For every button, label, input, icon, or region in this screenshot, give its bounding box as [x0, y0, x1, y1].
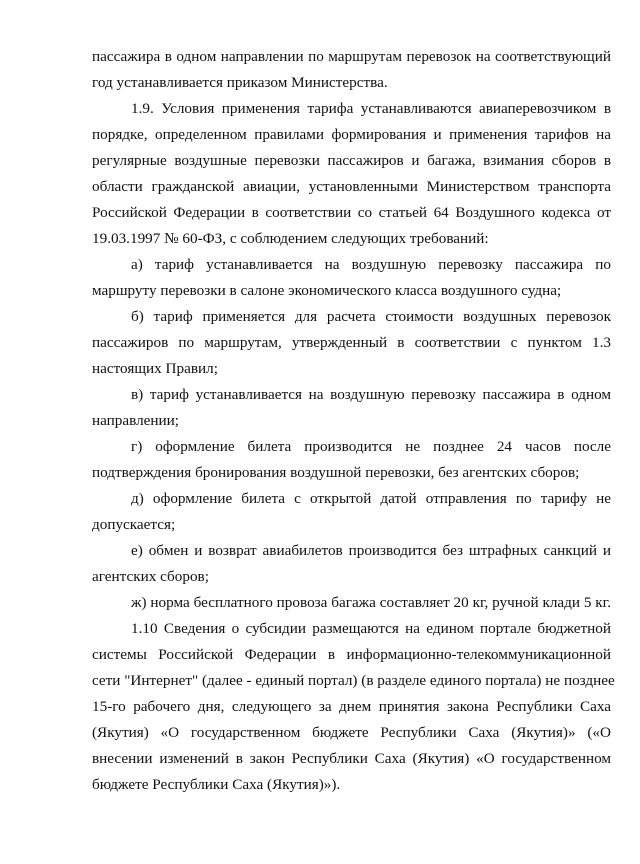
- text-line: допускается;: [92, 516, 176, 533]
- text-line: направлении;: [92, 412, 180, 429]
- text-line: б) тариф применяется для расчета стоимости воздушных перевозок: [131, 308, 611, 325]
- text-line: в) тариф устанавливается на воздушную перевозку пассажира в одном: [131, 386, 611, 403]
- text-line: внесении изменений в закон Республики Саха (Якутия) «О государственном: [92, 750, 611, 767]
- paragraph-1-10: [92, 616, 615, 798]
- list-item-e: [92, 538, 611, 590]
- list-item-zh: [92, 590, 611, 616]
- text-line: е) обмен и возврат авиабилетов производится без штрафных санкций и: [131, 542, 611, 559]
- text-line: 19.03.1997 № 60-ФЗ, с соблюдением следующих требований:: [92, 230, 489, 247]
- list-item-b: [92, 304, 611, 382]
- text-line: агентских сборов;: [92, 568, 209, 585]
- list-item-a: [92, 252, 611, 304]
- text-line: сети "Интернет" (далее - единый портал) (в разделе единого портала) не позднее: [92, 672, 615, 689]
- text-line: ж) норма бесплатного провоза багажа составляет 20 кг, ручной клади 5 кг.: [131, 594, 611, 611]
- paragraph-continuation: [92, 44, 611, 96]
- text-line: пассажира в одном направлении по маршрутам перевозок на соответствующий: [92, 48, 611, 65]
- list-item-v: [92, 382, 611, 434]
- text-line: 1.10 Сведения о субсидии размещаются на едином портале бюджетной: [131, 620, 611, 637]
- text-line: Российской Федерации в соответствии со статьей 64 Воздушного кодекса от: [92, 204, 611, 221]
- list-item-d: [92, 486, 611, 538]
- text-line: 1.9. Условия применения тарифа устанавливаются авиаперевозчиком в: [131, 100, 611, 117]
- text-line: регулярные воздушные перевозки пассажиров и багажа, взимания сборов в: [92, 152, 611, 169]
- text-line: г) оформление билета производится не позднее 24 часов после: [131, 438, 611, 455]
- text-line: д) оформление билета с открытой датой отправления по тарифу не: [131, 490, 611, 507]
- text-line: пассажиров по маршрутам, утвержденный в соответствии с пунктом 1.3: [92, 334, 611, 351]
- document-page: [92, 44, 615, 798]
- text-line: порядке, определенном правилами формирования и применения тарифов на: [92, 126, 611, 143]
- text-line: а) тариф устанавливается на воздушную перевозку пассажира по: [131, 256, 611, 273]
- text-line: системы Российской Федерации в информационно-телекоммуникационной: [92, 646, 611, 663]
- text-line: настоящих Правил;: [92, 360, 218, 377]
- text-line: год устанавливается приказом Министерства.: [92, 74, 388, 91]
- text-line: маршруту перевозки в салоне экономического класса воздушного судна;: [92, 282, 562, 299]
- text-line: области гражданской авиации, установленными Министерством транспорта: [92, 178, 611, 195]
- text-line: 15-го рабочего дня, следующего за днем принятия закона Республики Саха: [92, 698, 611, 715]
- text-line: подтверждения бронирования воздушной перевозки, без агентских сборов;: [92, 464, 580, 481]
- paragraph-1-9: [92, 96, 611, 252]
- text-line: бюджете Республики Саха (Якутия)»).: [92, 776, 341, 793]
- list-item-g: [92, 434, 611, 486]
- text-line: (Якутия) «О государственном бюджете Республики Саха (Якутия)» («О: [92, 724, 611, 741]
